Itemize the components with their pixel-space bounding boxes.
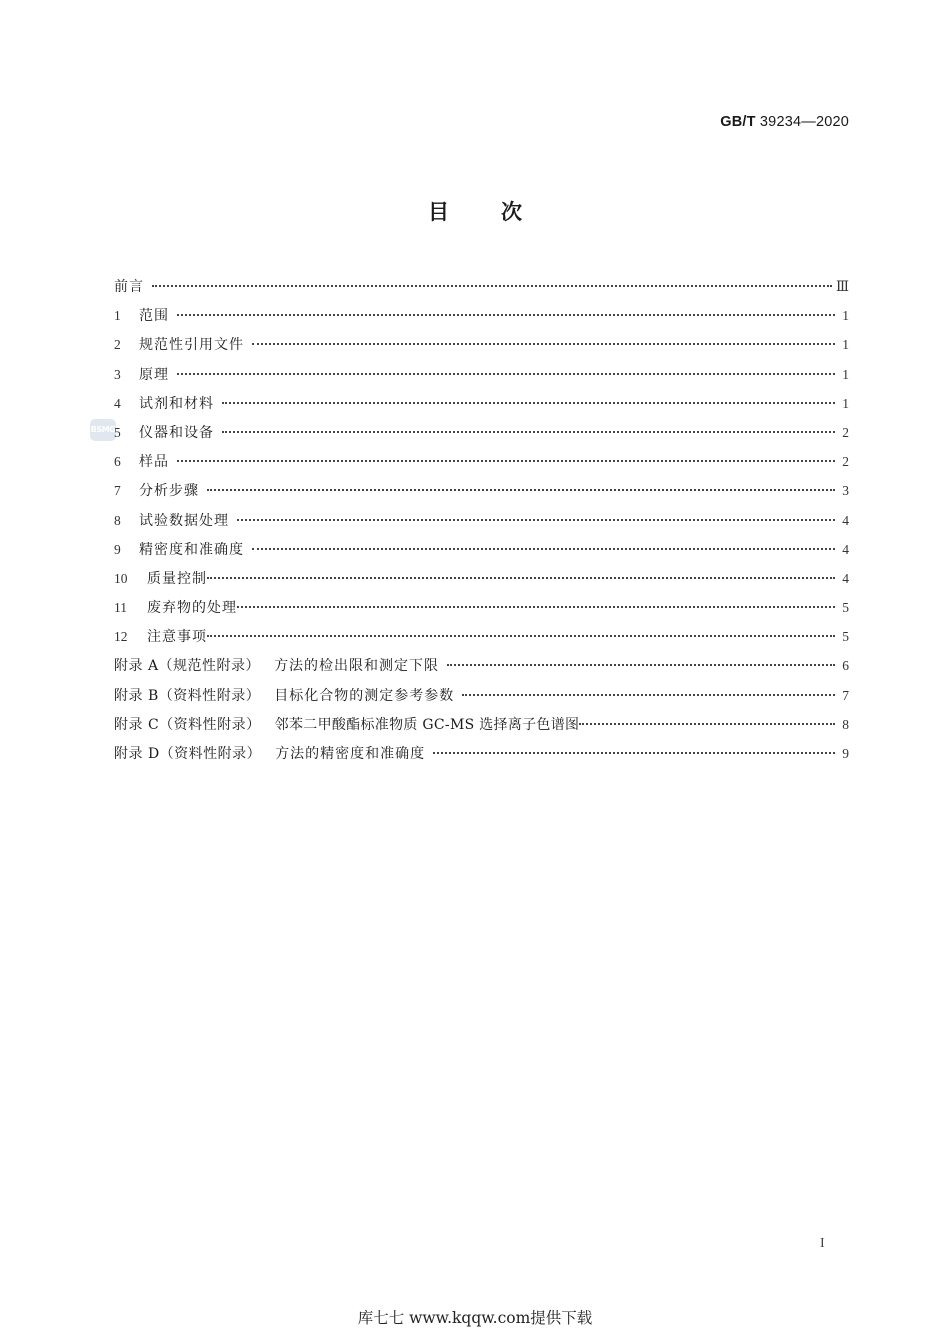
toc-entry-label: 范围	[139, 308, 169, 325]
page-title-char-1: 目	[428, 200, 449, 224]
toc-entry[interactable]	[114, 476, 849, 505]
toc-entry-label: 分析步骤	[139, 483, 199, 500]
toc-entry[interactable]	[114, 330, 849, 359]
toc-entry-page: 5	[842, 600, 849, 616]
toc-dot-leader	[222, 431, 835, 433]
toc-entry[interactable]	[114, 301, 849, 330]
toc-entry-number: 8	[114, 512, 121, 528]
toc-entry-label: 方法的检出限和测定下限	[274, 658, 440, 675]
toc-dot-leader	[177, 460, 835, 462]
toc-entry-label: 样品	[139, 454, 169, 471]
toc-entry[interactable]	[114, 535, 849, 564]
toc-entry-label: 试验数据处理	[139, 512, 229, 529]
toc-entry[interactable]	[114, 360, 849, 389]
toc-dot-leader	[177, 373, 835, 375]
toc-entry-page: 1	[842, 337, 849, 353]
toc-entry[interactable]	[114, 564, 849, 593]
toc-entry-page: 3	[842, 483, 849, 499]
footer-credit: 库七七 www.kqqw.com提供下载	[357, 1309, 593, 1327]
standard-number: 39234—2020	[759, 114, 849, 130]
toc-entry-number: 2	[114, 337, 121, 353]
toc-entry[interactable]	[114, 447, 849, 476]
toc-entry-number: 9	[114, 541, 121, 557]
toc-entry-appendix[interactable]	[114, 651, 849, 680]
toc-entry-page: Ⅲ	[835, 279, 849, 294]
toc-entry-page: 8	[842, 716, 849, 732]
toc-entry-page: 4	[842, 541, 849, 557]
toc-entry-label: 精密度和准确度	[139, 541, 244, 558]
toc-entry-label: 原理	[139, 366, 169, 383]
toc-entry-appendix[interactable]	[114, 739, 849, 768]
page-number: I	[820, 1236, 825, 1251]
toc-appendix-prefix: 附录 A（规范性附录）	[114, 658, 261, 675]
toc-dot-leader	[462, 694, 835, 696]
toc-dot-leader	[579, 723, 835, 725]
toc-dot-leader	[207, 577, 835, 579]
toc-dot-leader	[433, 752, 835, 754]
toc-entry-label: 规范性引用文件	[139, 337, 244, 354]
toc-entry-appendix[interactable]	[114, 710, 849, 739]
toc-dot-leader	[237, 606, 835, 608]
toc-dot-leader	[207, 489, 835, 491]
toc-entry-label: 试剂和材料	[139, 395, 214, 412]
toc-entry-number: 12	[114, 629, 128, 645]
toc-dot-leader	[237, 519, 835, 521]
toc-appendix-prefix: 附录 D（资料性附录）	[114, 746, 262, 762]
toc-entry-page: 4	[842, 512, 849, 528]
standard-code	[720, 114, 849, 130]
toc-entry-page: 4	[842, 570, 849, 586]
toc-dot-leader	[252, 548, 835, 550]
toc-entry-number: 5	[114, 424, 121, 440]
toc-entry[interactable]	[114, 593, 849, 622]
toc-entry-label: 邻苯二甲酸酯标准物质 GC-MS 选择离子色谱图	[274, 716, 580, 733]
toc-entry-number: 11	[114, 600, 127, 616]
toc-entry-label: 废弃物的处理	[147, 600, 237, 617]
toc-entry-appendix[interactable]	[114, 681, 849, 710]
toc-entry-page: 1	[842, 366, 849, 382]
toc-entry[interactable]	[114, 418, 849, 447]
toc-dot-leader	[222, 402, 835, 404]
toc-appendix-prefix: 附录 C（资料性附录）	[114, 716, 261, 733]
toc-entry-number: 4	[114, 395, 121, 411]
toc-entry-number: 1	[114, 308, 121, 324]
toc-entry-page: 1	[842, 395, 849, 411]
toc-entry[interactable]	[114, 389, 849, 418]
page-title-char-2: 次	[501, 200, 522, 224]
toc-entry-label: 注意事项	[147, 629, 207, 646]
standard-prefix: GB/T	[720, 114, 756, 130]
toc-entry-label: 仪器和设备	[139, 424, 214, 441]
toc-entry-page: 9	[842, 746, 849, 761]
toc-entry-page: 1	[842, 308, 849, 324]
toc-appendix-prefix: 附录 B（资料性附录）	[114, 687, 261, 704]
toc-entry-foreword[interactable]	[114, 272, 849, 301]
watermark-logo: BSMG	[90, 419, 116, 441]
toc-entry-label: 目标化合物的测定参考参数	[274, 687, 455, 704]
toc-entry[interactable]	[114, 622, 849, 651]
toc-entry-number: 3	[114, 366, 121, 382]
toc-dot-leader	[207, 635, 835, 637]
toc-dot-leader	[177, 314, 835, 316]
toc-entry-page: 2	[842, 454, 849, 470]
toc-entry-number: 6	[114, 454, 121, 470]
page-title	[0, 196, 950, 226]
toc-dot-leader	[152, 285, 832, 287]
toc-entry-page: 2	[842, 424, 849, 440]
toc-entry[interactable]	[114, 506, 849, 535]
table-of-contents	[114, 272, 849, 768]
toc-dot-leader	[252, 343, 835, 345]
toc-entry-label: 质量控制	[147, 570, 207, 587]
toc-entry-page: 6	[842, 658, 849, 674]
toc-dot-leader	[447, 664, 835, 666]
toc-entry-label: 方法的精密度和准确度	[275, 746, 426, 762]
toc-entry-page: 7	[842, 687, 849, 703]
toc-entry-number: 7	[114, 483, 121, 499]
toc-entry-label: 前言	[114, 279, 144, 295]
toc-entry-number: 10	[114, 570, 128, 586]
toc-entry-page: 5	[842, 629, 849, 645]
